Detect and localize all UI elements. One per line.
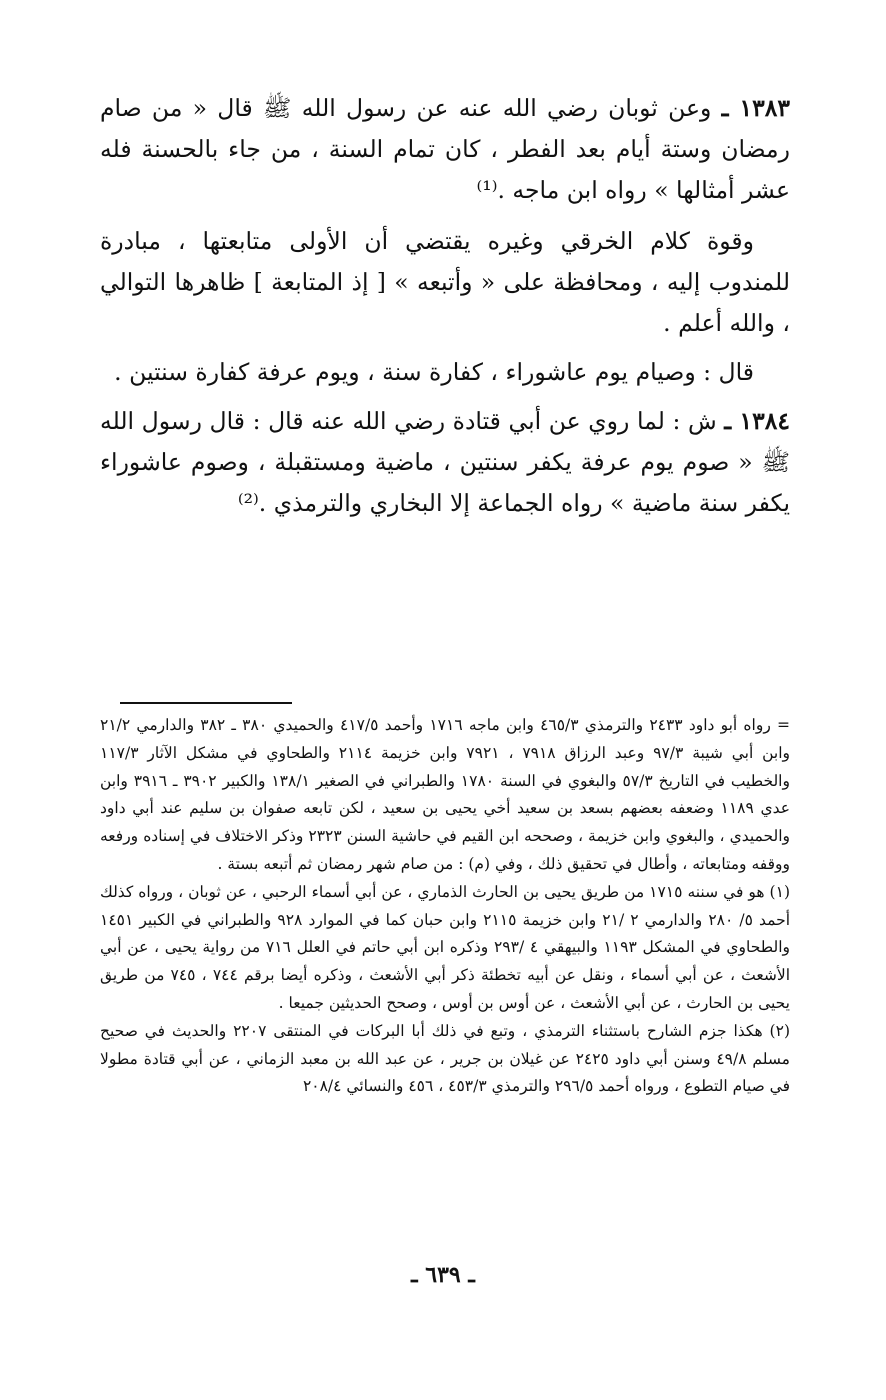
- footnote-separator: [120, 702, 292, 704]
- hadith-text: وعن ثوبان رضي الله عنه عن رسول الله ﷺ قال « من صام رمضان وستة أيام بعد الفطر ، كان تمام السنة ، من جاء بالحسنة فله عشر أمثالها » رواه ابن ماجه .⁽¹⁾: [100, 94, 790, 204]
- hadith-1383: [100, 88, 790, 211]
- hadith-number: ١٣٨٤ ـ: [724, 407, 790, 435]
- hadith-1384: [100, 401, 790, 524]
- commentary-paragraph: وقوة كلام الخرقي وغيره يقتضي أن الأولى متابعتها ، مبادرة للمندوب إليه ، ومحافظة على « وأتبعه » [ إذ المتابعة ] ظاهرها التوالي ، والله أعلم .: [100, 227, 790, 337]
- page-number: ـ ٦٣٩ ـ: [411, 1262, 475, 1288]
- hadith-text: ش : لما روي عن أبي قتادة رضي الله عنه قال : قال رسول الله ﷺ « صوم يوم عرفة يكفر سنتين ، ماضية ومستقبلة ، وصوم عاشوراء يكفر سنة ماضية » رواه الجماعة إلا البخاري والترمذي .⁽²⁾: [100, 407, 790, 517]
- footnote-continuation: = رواه أبو داود ٢٤٣٣ والترمذي ٤٦٥/٣ وابن ماجه ١٧١٦ وأحمد ٤١٧/٥ والحميدي ٣٨٠ ـ ٣٨٢ والدارمي ٢١/٢ وابن أبي شيبة ٩٧/٣ وعبد الرزاق ٧٩١٨ ، ٧٩٢١ وابن خزيمة ٢١١٤ والطحاوي في مشكل الآثار ١١٧/٣ والخطيب في التاريخ ٥٧/٣ والبغوي في السنة ١٧٨٠ والطبراني في الصغير ١٣٨/١ والكبير ٣٩٠٢ ـ ٣٩١٦ وابن عدي ١١٨٩ وضعفه بعضهم بسعد بن سعيد أخي يحيى بن سعيد ، لكن تابعه صفوان بن سليم عند أبي داود والحميدي ، والبغوي وابن خزيمة ، وصححه ابن القيم في حاشية السنن ٢٣٢٣ وذكر الاختلاف في إسناده ورفعه ووقفه ومتابعاته ، وأطال في تحقيق ذلك ، وفي (م) : من صام شهر رمضان ثم أتبعه بستة .: [100, 716, 791, 873]
- footnotes: [100, 712, 790, 1101]
- matn-statement: قال : وصيام يوم عاشوراء ، كفارة سنة ، ويوم عرفة كفارة سنتين .: [114, 358, 754, 386]
- main-text: [100, 88, 790, 534]
- footnote-1: (١) هو في سننه ١٧١٥ من طريق يحيى بن الحارث الذماري ، عن أبي أسماء الرحبي ، عن ثوبان ، ورواه كذلك أحمد ٥/ ٢٨٠ والدارمي ٢ /٢١ وابن خزيمة ٢١١٥ وابن حبان كما في الموارد ٩٢٨ والطبراني في الكبير ١٤٥١ والطحاوي في المشكل ١١٩٣ والبيهقي ٤ /٢٩٣ وذكره ابن أبي حاتم في العلل ٧١٦ من رواية يحيى ، عن أبي الأشعث ، عن أبي أسماء ، ونقل عن أبيه تخطئة ذكر أبي الأشعث ، وذكره أيضا برقم ٧٤٤ ، ٧٤٥ من طريق يحيى بن الحارث ، عن أبي الأشعث ، عن أوس بن أوس ، وصحح الحديثين جميعا .: [100, 882, 791, 1012]
- footnote-2: (٢) هكذا جزم الشارح باستثناء الترمذي ، وتبع في ذلك أبا البركات في المنتقى ٢٢٠٧ والحديث في صحيح مسلم ٤٩/٨ وسنن أبي داود ٢٤٢٥ عن غيلان بن جرير ، عن عبد الله بن معبد الزماني ، عن أبي قتادة مطولا في صيام التطوع ، ورواه أحمد ٢٩٦/٥ والترمذي ٤٥٣/٣ ، ٤٥٦ والنسائي ٢٠٨/٤: [100, 1021, 790, 1096]
- hadith-number: ١٣٨٣ ـ: [721, 94, 790, 122]
